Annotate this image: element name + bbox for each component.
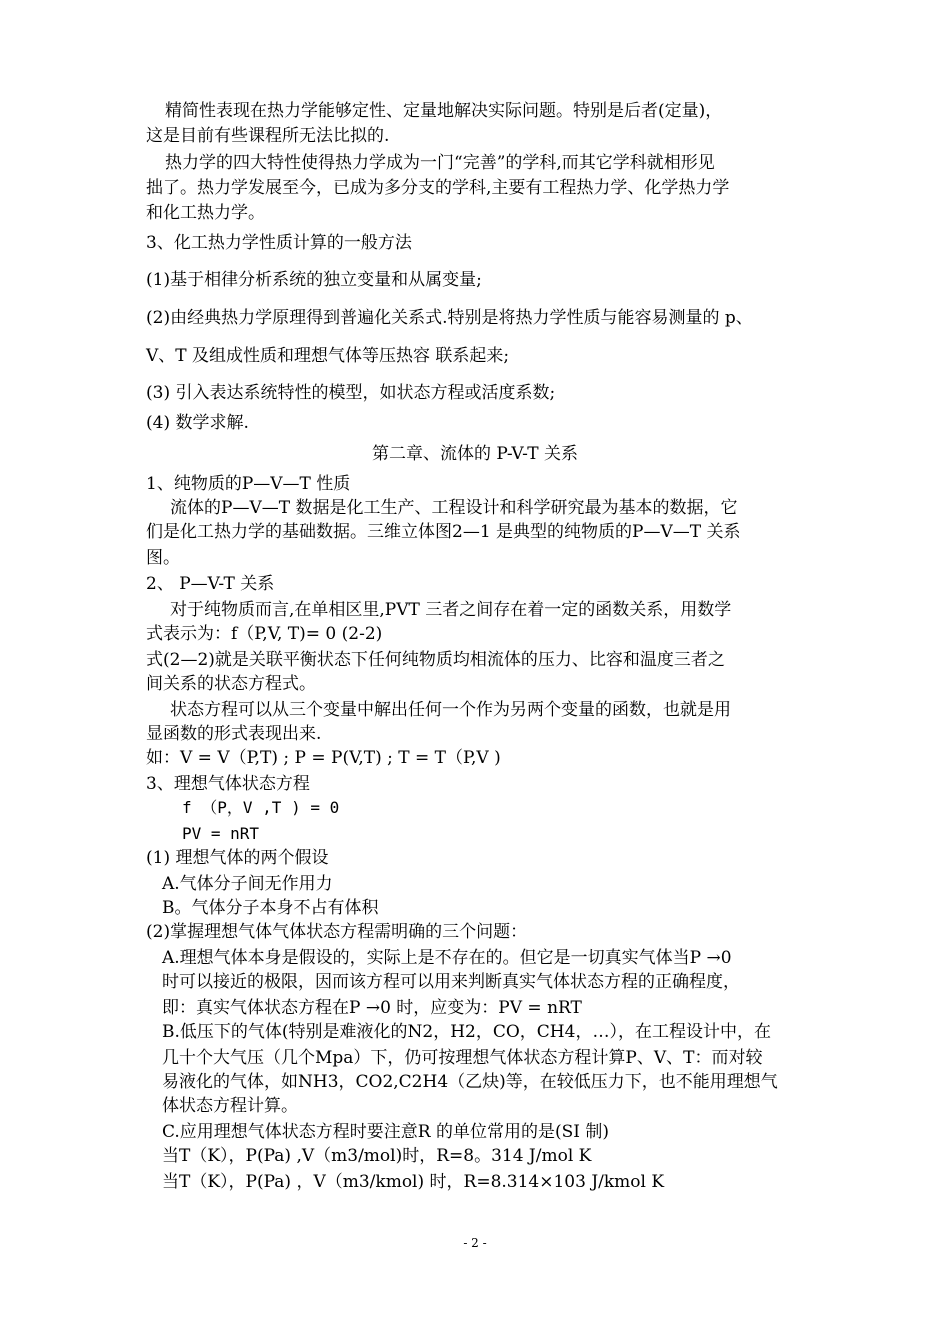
equation: PV = nRT <box>182 824 260 843</box>
text-line: A.理想气体本身是假设的，实际上是不存在的。但它是一切真实气体当P →0 <box>162 948 732 968</box>
text-line: 体状态方程计算。 <box>162 1096 298 1116</box>
section-heading: 2、 P—V-T 关系 <box>146 574 275 594</box>
list-item: (3) 引入表达系统特性的模型，如状态方程或活度系数; <box>146 383 556 403</box>
list-item: B。气体分子本身不占有体积 <box>162 898 379 918</box>
list-item: (2)由经典热力学原理得到普遍化关系式.特别是将热力学性质与能容易测量的 p、 <box>146 308 753 328</box>
text-line: 式表示为：f（P,V, T)= 0 (2-2) <box>146 624 383 644</box>
text-line: 当T（K），P(Pa) ,V（m3/mol)时，R=8。314 J/mol K <box>162 1146 592 1166</box>
text-line: 时可以接近的极限，因而该方程可以用来判断真实气体状态方程的正确程度， <box>162 972 740 992</box>
text-line: 易液化的气体，如NH3，CO2,C2H4（乙炔)等，在较低压力下，也不能用理想气 <box>162 1072 778 1092</box>
list-item: (1) 理想气体的两个假设 <box>146 848 329 868</box>
text-line: 显函数的形式表现出来. <box>146 724 322 744</box>
list-item: (4) 数学求解. <box>146 413 249 433</box>
text-line: 这是目前有些课程所无法比拟的. <box>146 126 390 146</box>
text-line: 即：真实气体状态方程在P →0 时，应变为：PV = nRT <box>162 998 582 1018</box>
text-line: 热力学的四大特性使得热力学成为一门“完善”的学科,而其它学科就相形见 <box>165 153 715 173</box>
text-line: 当T（K），P(Pa) ，V（m3/kmol) 时，R=8.314×103 J/kmol K <box>162 1172 665 1192</box>
page-number: - 2 - <box>463 1236 487 1250</box>
text-line: 图。 <box>146 548 180 568</box>
text-line: C.应用理想气体状态方程时要注意R 的单位常用的是(SI 制) <box>162 1122 610 1142</box>
text-line: B.低压下的气体(特别是难液化的N2，H2，CO，CH4，…），在工程设计中，在 <box>162 1022 771 1042</box>
section-heading: 1、纯物质的P—V—T 性质 <box>146 474 351 494</box>
list-item: (1)基于相律分析系统的独立变量和从属变量; <box>146 270 482 290</box>
section-heading: 3、化工热力学性质计算的一般方法 <box>146 233 412 253</box>
text-line: 间关系的状态方程式。 <box>146 674 316 694</box>
text-line: 几十个大气压（几个Mpa）下，仍可按理想气体状态方程计算P、V、T：而对较 <box>162 1048 763 1068</box>
text-line: 精简性表现在热力学能够定性、定量地解决实际问题。特别是后者(定量)， <box>165 101 723 121</box>
text-line: 拙了。热力学发展至今，已成为多分支的学科,主要有工程热力学、化学热力学 <box>146 178 730 198</box>
text-line: 们是化工热力学的基础数据。三维立体图2—1 是典型的纯物质的P—V—T 关系 <box>146 522 741 542</box>
text-line: V、T 及组成性质和理想气体等压热容 联系起来; <box>146 346 510 366</box>
text-line: 对于纯物质而言,在单相区里,PVT 三者之间存在着一定的函数关系，用数学 <box>170 600 732 620</box>
text-line: 式(2—2)就是关联平衡状态下任何纯物质均相流体的压力、比容和温度三者之 <box>146 650 725 670</box>
chapter-title: 第二章、流体的 P-V-T 关系 <box>371 444 579 464</box>
text-line: 如：V = V（P,T) ; P = P(V,T) ; T = T（P,V ) <box>146 748 501 768</box>
text-line: 状态方程可以从三个变量中解出任何一个作为另两个变量的函数，也就是用 <box>170 700 731 720</box>
equation: f （P，V ,T ) = 0 <box>182 798 340 817</box>
section-heading: 3、理想气体状态方程 <box>146 774 310 794</box>
text-line: 流体的P—V—T 数据是化工生产、工程设计和科学研究最为基本的数据，它 <box>170 498 738 518</box>
list-item: (2)掌握理想气体气体状态方程需明确的三个问题： <box>146 922 528 942</box>
list-item: A.气体分子间无作用力 <box>162 874 333 894</box>
text-line: 和化工热力学。 <box>146 203 265 223</box>
